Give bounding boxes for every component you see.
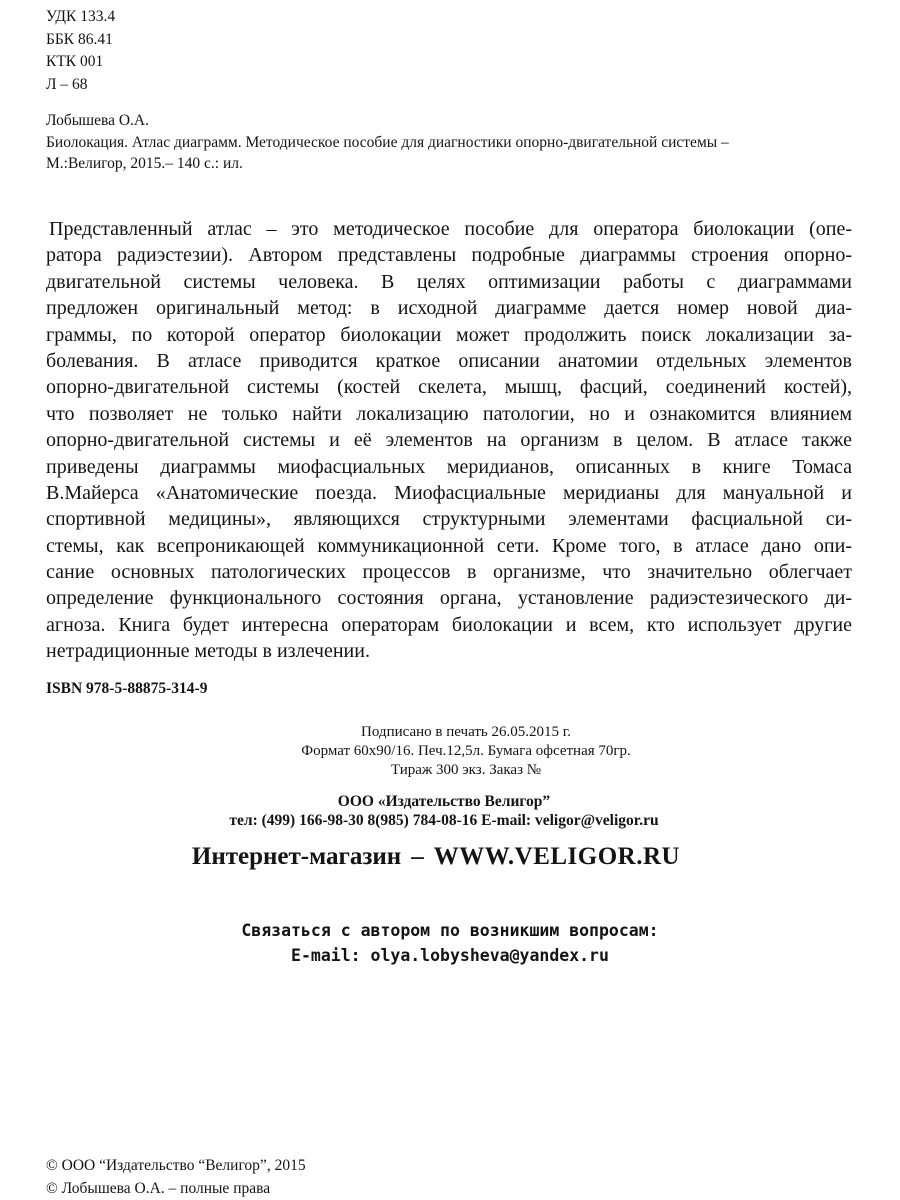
abstract-line: В.Майерса «Анатомические поезда. Миофасциальные меридианы для мануальной и <box>46 481 852 504</box>
abstract-line: стемы, как всепроникающей коммуникационной сети. Кроме того, в атласе дано опи- <box>46 534 852 557</box>
ktk-code: КТК 001 <box>46 53 104 70</box>
abstract-line: опорно-двигательной системы и её элементов на организм в целом. В атласе также <box>46 429 852 452</box>
publisher-name: ООО «Издательство Велигор” <box>337 793 551 810</box>
abstract-line: двигательной системы человека. В целях оптимизации работы с диаграммами <box>46 270 852 293</box>
abstract-line: сание основных патологических процессов в организме, что значительно облегчает <box>46 561 852 584</box>
isbn: ISBN 978-5-88875-314-9 <box>46 680 208 697</box>
abstract-line: что позволяет не только найти локализацию патологии, но и ознакомится влиянием <box>46 402 852 425</box>
abstract-line: определение функционального состояния органа, установление радиэстезического ди- <box>46 587 852 610</box>
author-mark: Л – 68 <box>46 75 88 93</box>
shop-url[interactable]: WWW.VELIGOR.RU <box>433 843 681 870</box>
contact-heading: Связаться с автором по возникшим вопросам: <box>241 921 659 940</box>
copyright-publisher: © ООО “Издательство “Велигор”, 2015 <box>46 1157 306 1174</box>
abstract-line: Представленный атлас – это методическое пособие для оператора биолокации (опе- <box>49 218 852 240</box>
abstract-paragraph <box>46 216 852 665</box>
copyright-block <box>46 1154 306 1200</box>
publisher-info <box>0 792 894 830</box>
abstract-line: ратора радиэстезии). Автором представлены подробные диаграммы строения опорно- <box>46 244 852 267</box>
abstract-line: предложен оригинальный метод: в исходной диаграмме дается номер новой диа- <box>46 297 852 320</box>
copyright-author: © Лобышева О.А. – полные права <box>46 1180 271 1197</box>
bbk-code: ББК 86.41 <box>46 30 113 48</box>
abstract-line: нетрадиционные методы в излечении. <box>46 640 370 663</box>
shop-dash: – <box>411 843 424 870</box>
shop-label: Интернет-магазин <box>191 843 402 870</box>
abstract-line: граммы, по которой оператор биолокации может продолжить поиск локализации за- <box>46 323 852 346</box>
print-format: Формат 60х90/16. Печ.12,5л. Бумага офсетная 70гр. <box>301 743 631 759</box>
biblio-author: Лобышева О.А. <box>46 112 149 129</box>
abstract-line: опорно-двигательной системы (костей скелета, мышц, фасций, соединений костей), <box>46 376 852 399</box>
abstract-line: болевания. В атласе приводится краткое описании анатомии отдельных элементов <box>46 349 852 372</box>
abstract-line: агноза. Книга будет интересна операторам биолокации и всем, кто использует другие <box>46 613 852 636</box>
print-run: Тираж 300 экз. Заказ № <box>390 762 542 778</box>
classification-codes <box>46 6 115 96</box>
bibliographic-record <box>46 110 846 175</box>
print-info <box>16 723 900 780</box>
abstract-line: спортивной медицины», являющихся структурными элементами фасциальной си- <box>46 508 852 531</box>
author-contact <box>0 918 900 968</box>
publisher-contacts: тел: (499) 166-98-30 8(985) 784-08-16 E-mail: veligor@veligor.ru <box>229 812 659 829</box>
biblio-title: Биолокация. Атлас диаграмм. Методическое пособие для диагностики опорно-двигательной системы – <box>46 133 729 151</box>
print-signed: Подписано в печать 26.05.2015 г. <box>361 724 571 740</box>
online-shop-line <box>0 843 886 871</box>
biblio-publication: М.:Велигор, 2015.– 140 с.: ил. <box>46 155 243 172</box>
abstract-line: приведены диаграммы миофасциальных меридианов, описанных в книге Томаса <box>46 455 852 478</box>
udk-code: УДК 133.4 <box>46 8 116 25</box>
contact-email[interactable]: E-mail: olya.lobysheva@yandex.ru <box>291 946 609 965</box>
